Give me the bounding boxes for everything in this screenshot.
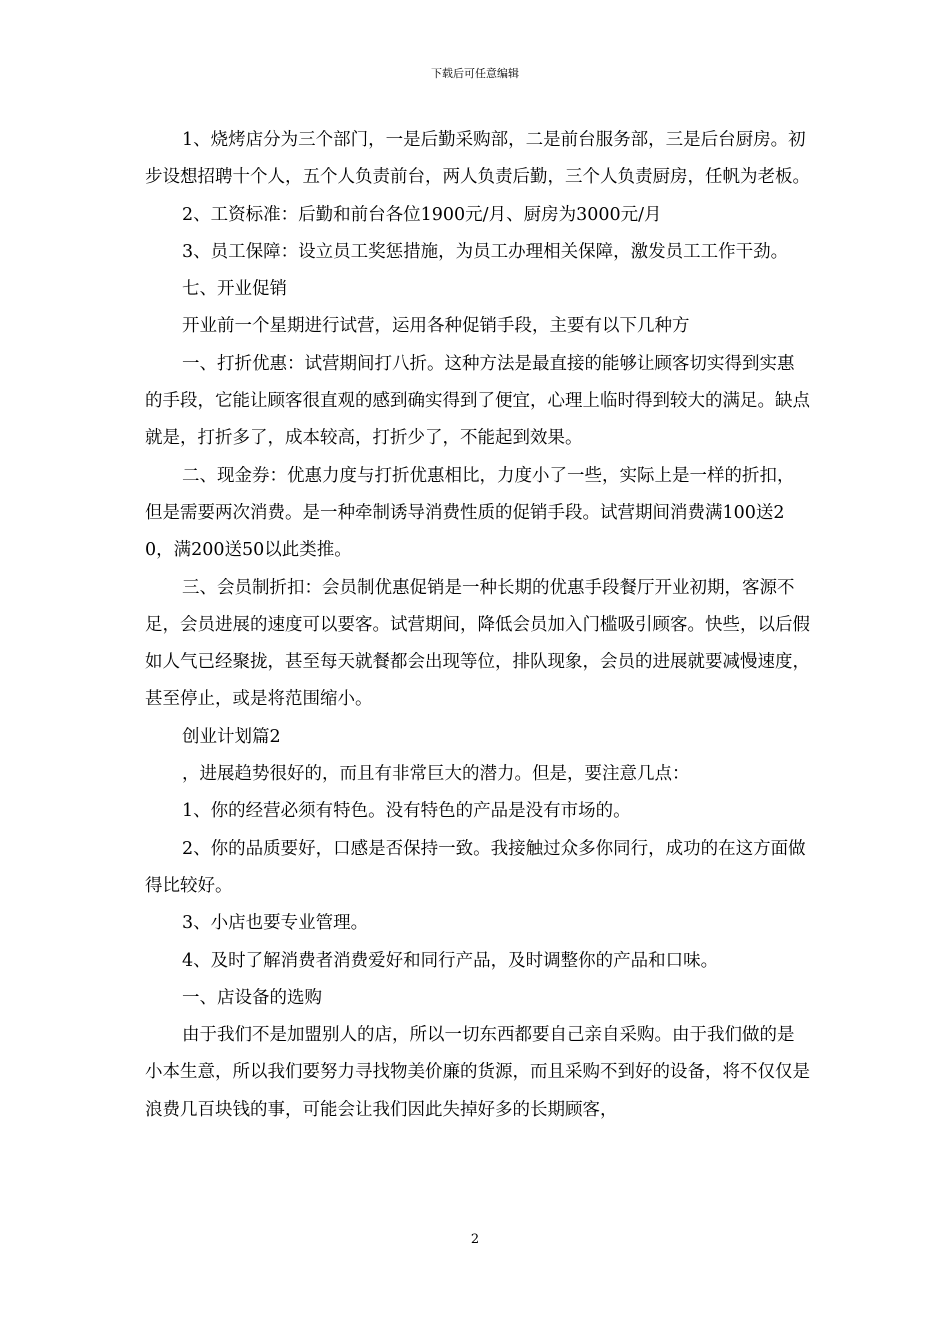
section-heading-equipment: 一、店设备的选购 — [182, 987, 322, 1008]
paragraph-discount: 一、打折优惠：试营期间打八折。这种方法是最直接的能够让顾客切实得到实惠的手段，它能让顾客很直观的感到确实得到了便宜，心理上临时得到较大的满足。缺点就是，打折多了，成本较高，打折少了，不能起到效果。 — [145, 353, 810, 449]
page-number: 2 — [470, 1232, 480, 1247]
paragraph-trend: ，进展趋势很好的，而且有非常巨大的潜力。但是，要注意几点： — [182, 764, 690, 785]
paragraph-point-4: 4、及时了解消费者消费爱好和同行产品，及时调整你的产品和口味。 — [182, 950, 719, 971]
paragraph-membership: 三、会员制折扣：会员制优惠促销是一种长期的优惠手段餐厅开业初期，客源不足，会员进展的速度可以要客。试营期间，降低会员加入门槛吸引顾客。快些，以后假如人气已经聚拢，甚至每天就餐都会出现等位，排队现象，会员的进展就要减慢速度，甚至停止，或是将范围缩小。 — [145, 577, 810, 710]
section-heading-plan-2: 创业计划篇2 — [182, 726, 281, 747]
section-heading-opening-promotion: 七、开业促销 — [182, 279, 287, 300]
paragraph-point-1: 1、你的经营必须有特色。没有特色的产品是没有市场的。 — [182, 801, 631, 822]
paragraph-salary: 2、工资标准：后勤和前台各位1900元/月、厨房为3000元/月 — [182, 204, 662, 225]
paragraph-point-3: 3、小店也要专业管理。 — [182, 913, 369, 934]
paragraph-cash-voucher: 二、现金券：优惠力度与打折优惠相比，力度小了一些，实际上是一样的折扣，但是需要两次消费。是一种牵制诱导消费性质的促销手段。试营期间消费满100送20，满200送50以此类推。 — [145, 465, 795, 561]
paragraph-point-2: 2、你的品质要好，口感是否保持一致。我接触过众多你同行，成功的在这方面做得比较好。 — [145, 838, 806, 896]
paragraph-benefits: 3、员工保障：设立员工奖惩措施，为员工办理相关保障，激发员工工作干劲。 — [182, 241, 789, 262]
page-header: 下载后可任意编辑 — [431, 67, 519, 80]
paragraph-equipment-purchase: 由于我们不是加盟别人的店，所以一切东西都要自己亲自采购。由于我们做的是小本生意，所以我们要努力寻找物美价廉的货源，而且采购不到好的设备，将不仅仅是浪费几百块钱的事，可能会让我们因此失掉好多的长期顾客， — [145, 1025, 810, 1120]
paragraph-trial-operation: 开业前一个星期进行试营，运用各种促销手段，主要有以下几种方 — [182, 316, 690, 337]
paragraph-staffing: 1、烧烤店分为三个部门，一是后勤采购部，二是前台服务部，三是后台厨房。初步设想招聘十个人，五个人负责前台，两人负责后勤，三个人负责厨房，任帆为老板。 — [145, 130, 810, 188]
document-body — [145, 122, 810, 1129]
